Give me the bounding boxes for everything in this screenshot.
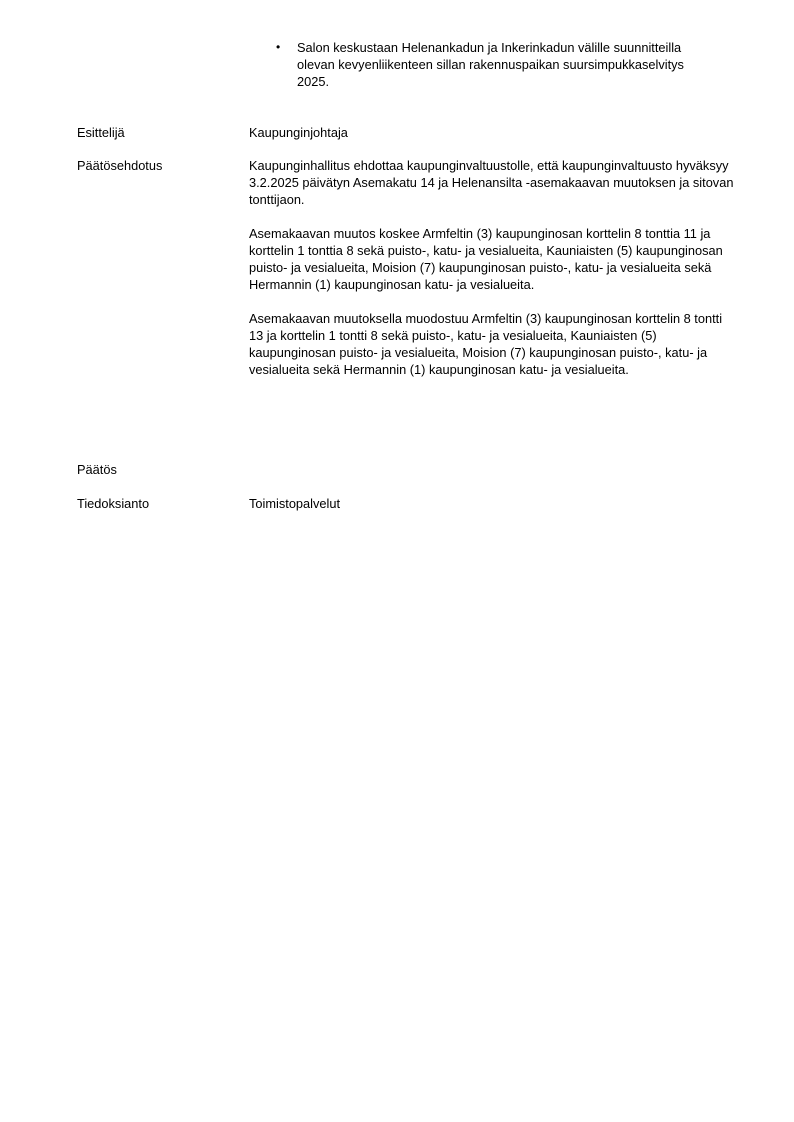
paatosehdotus-label: Päätösehdotus <box>77 158 163 173</box>
paatos-label: Päätös <box>77 462 117 477</box>
bullet-icon: • <box>276 40 281 54</box>
esittelija-value: Kaupunginjohtaja <box>249 125 348 140</box>
paatosehdotus-paragraph-1: Kaupunginhallitus ehdottaa kaupunginvaltuustolle, että kaupunginvaltuusto hyväksyy 3.2.2025 päivätyn Asemakatu 14 ja Helenansilta -asemakaavan muutoksen ja sitovan tonttijaon. <box>249 158 734 207</box>
paatosehdotus-paragraph-2: Asemakaavan muutos koskee Armfeltin (3) kaupunginosan korttelin 8 tonttia 11 ja korttelin 1 tonttia 8 sekä puisto-, katu- ja vesialueita, Kauniaisten (5) kaupunginosan puisto- ja vesialueita, Moision (7) kaupunginosan puisto-, katu- ja vesialueita sekä Hermannin (1) kaupunginosan katu- ja vesialueita. <box>249 226 723 292</box>
bullet-text: Salon keskustaan Helenankadun ja Inkerinkadun välille suunnitteilla olevan kevyenliikenteen sillan rakennuspaikan suursimpukkaselvitys 2025. <box>297 40 684 89</box>
paatosehdotus-body <box>249 157 737 378</box>
tiedoksianto-value: Toimistopalvelut <box>249 496 341 511</box>
tiedoksianto-label: Tiedoksianto <box>77 496 150 511</box>
esittelija-label: Esittelijä <box>77 125 125 140</box>
paatosehdotus-paragraph-3: Asemakaavan muutoksella muodostuu Armfeltin (3) kaupunginosan korttelin 8 tontti 13 ja korttelin 1 tontti 8 sekä puisto-, katu- ja vesialueita, Kauniaisten (5) kaupunginosan puisto- ja vesialueita, Moision (7) kaupunginosan puisto-, katu- ja vesialueita sekä Hermannin (1) kaupunginosan katu- ja vesialueita. <box>249 311 723 377</box>
bullet-item <box>276 39 716 90</box>
